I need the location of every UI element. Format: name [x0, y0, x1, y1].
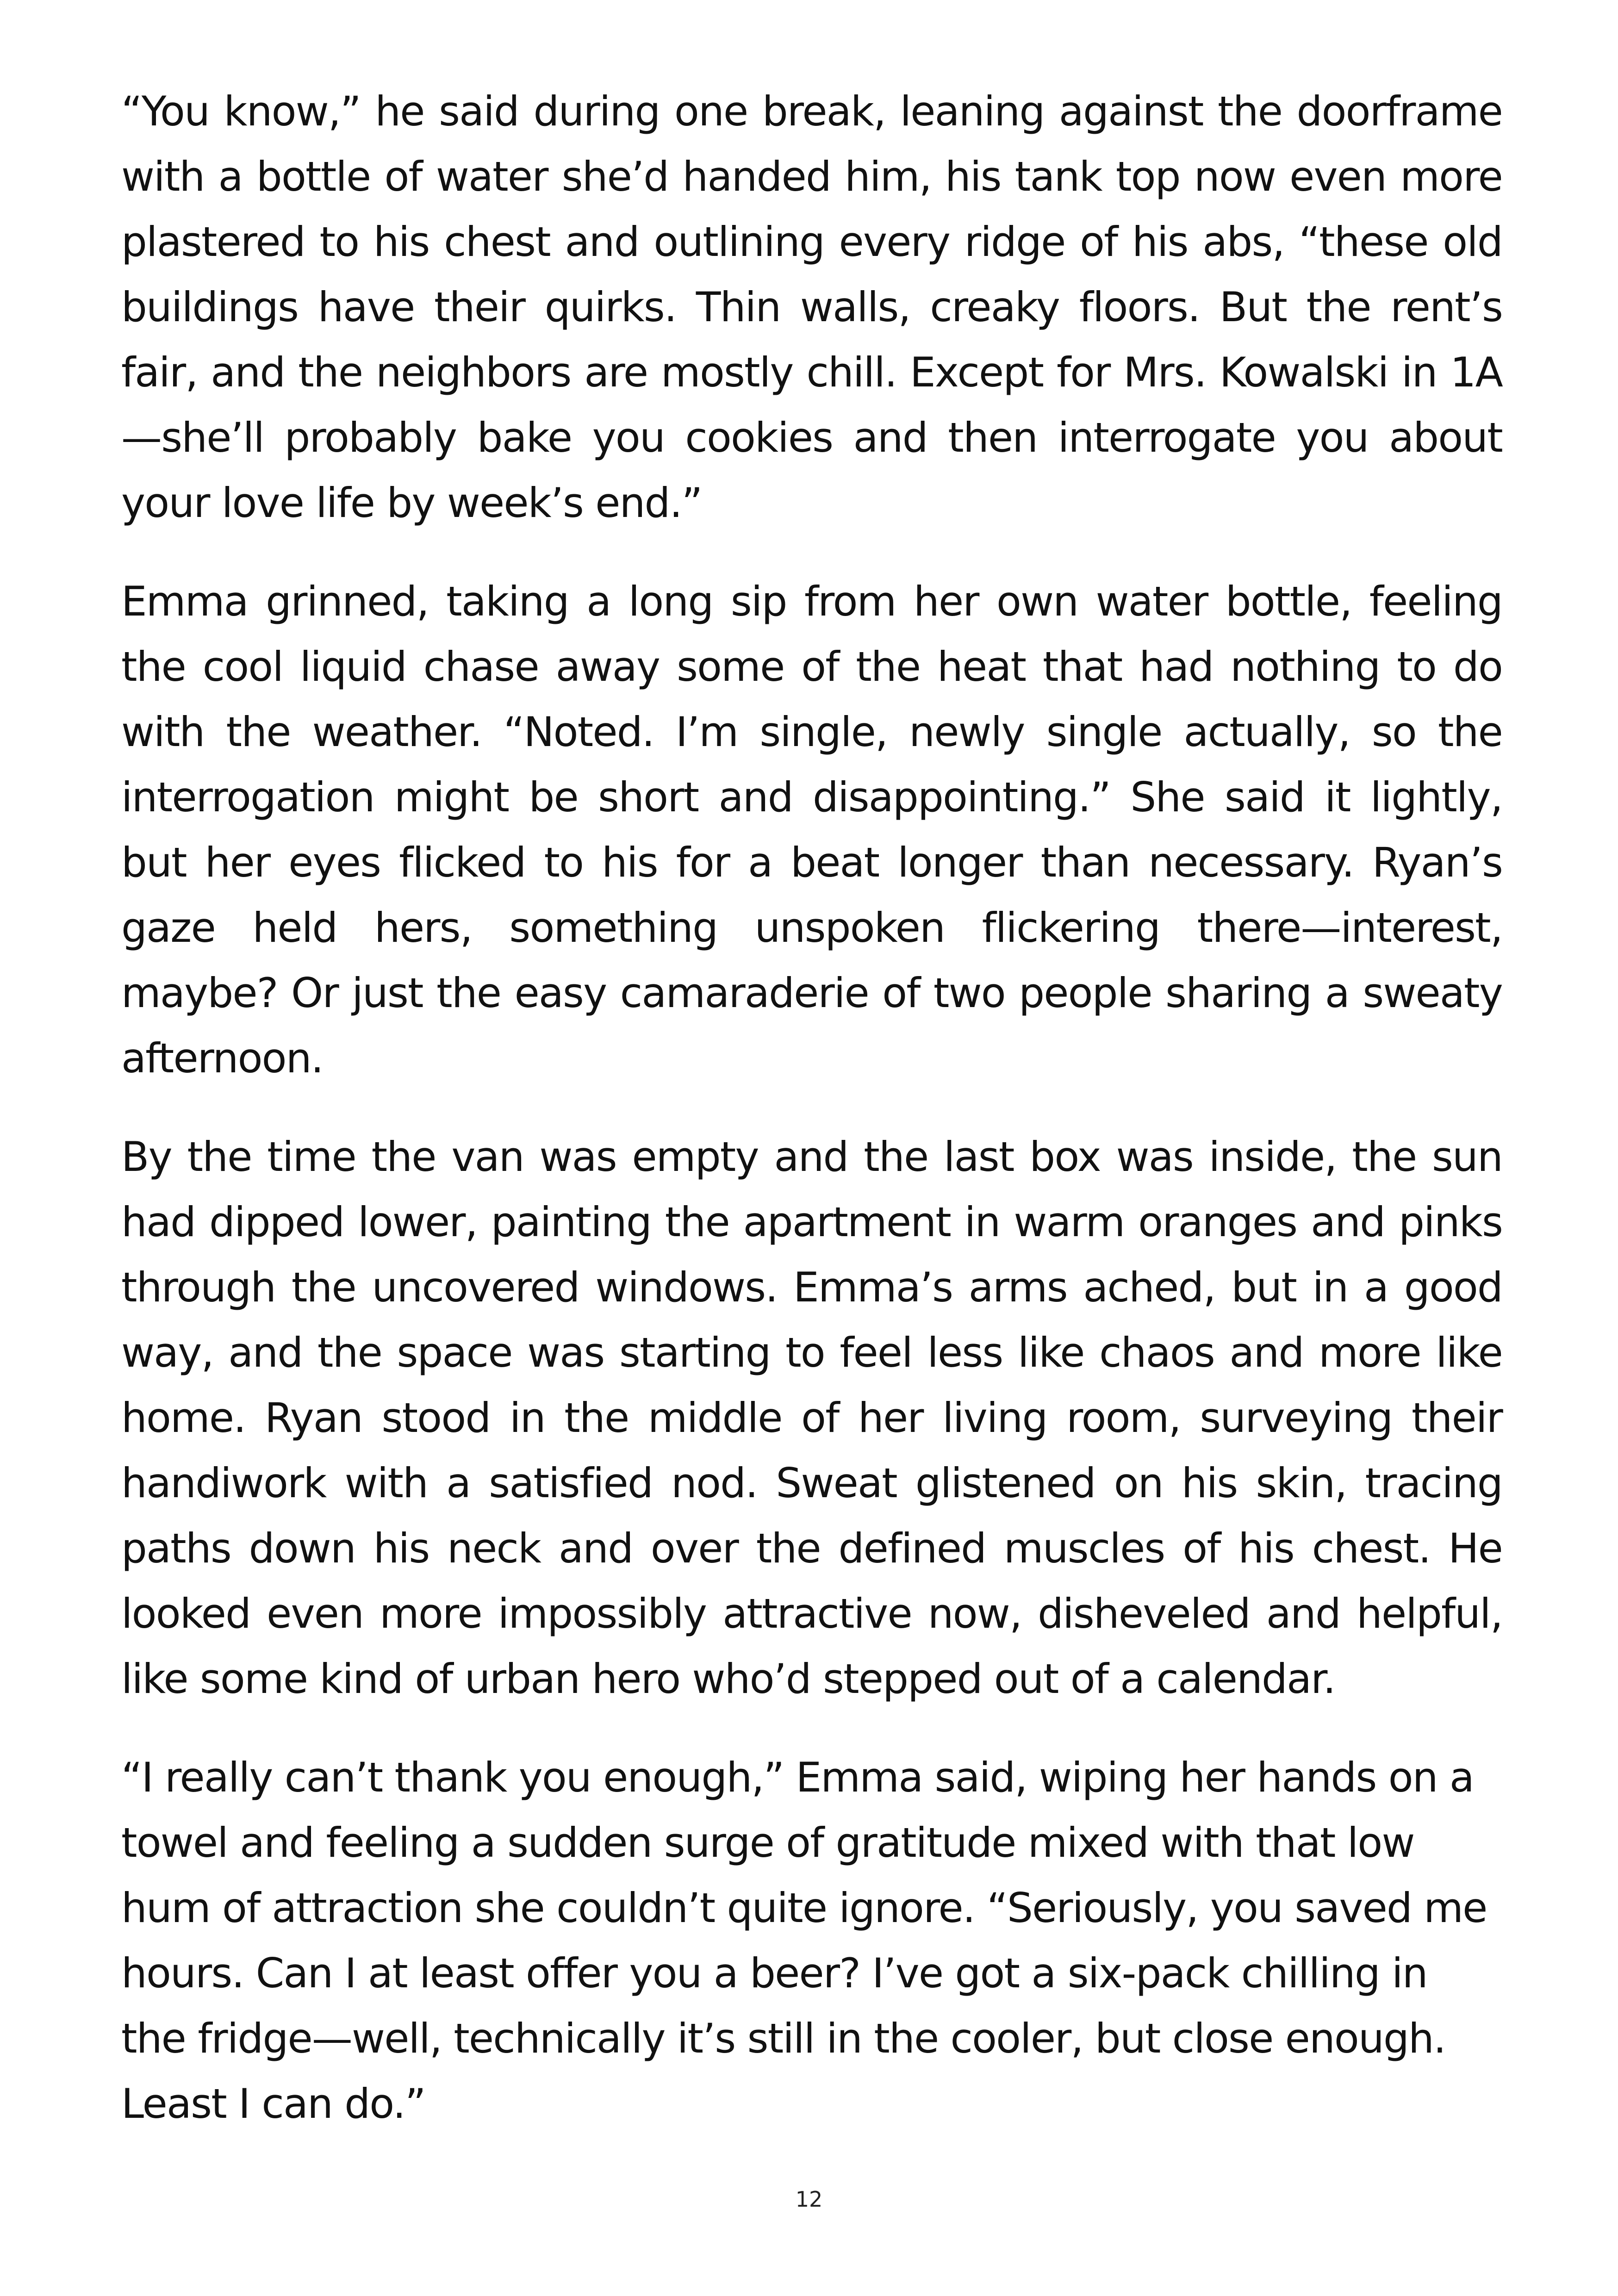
paragraph-3: By the time the van was empty and the last box was inside, the sun had dipped lower, painting the apartment in warm oranges and pinks through the uncovered windows. Emma’s arms ached, but in a good way, and the space was starting to feel less like chaos and more like home. Ryan stood in the middle of her living room, surveying their handiwork with a satisfied nod. Sweat glistened on his skin, tracing paths down his neck and over the defined muscles of his chest. He looked even more impossibly attractive now, disheveled and helpful, like some kind of urban hero who’d stepped out of a calendar.	[121, 1133, 1502, 1703]
page-number: 12	[795, 2187, 823, 2212]
paragraph-4: “I really can’t thank you enough,” Emma said, wiping her hands on a towel and feeling a sudden surge of gratitude mixed with that low hum of attraction she couldn’t quite ignore. “Seriously, you saved me hours. Can I at least offer you a beer? I’ve got a six-pack chilling in the fridge—well, technically it’s still in the cooler, but close enough. Least I can do.”	[121, 1754, 1487, 2128]
paragraph-2: Emma grinned, taking a long sip from her own water bottle, feeling the cool liquid chase away some of the heat that had nothing to do with the weather. “Noted. I’m single, newly single actually, so the interrogation might be short and disappointing.” She said it lightly, but her eyes flicked to his for a beat longer than necessary. Ryan’s gaze held hers, something unspoken flickering there—interest, maybe? Or just the easy camaraderie of two people sharing a sweaty afternoon.	[121, 578, 1502, 1082]
paragraph-1: “You know,” he said during one break, leaning against the doorframe with a bottle of water she’d handed him, his tank top now even more plastered to his chest and outlining every ridge of his abs, “these old buildings have their quirks. Thin walls, creaky floors. But the rent’s fair, and the neighbors are mostly chill. Except for Mrs. Kowalski in 1A—she’ll probably bake you cookies and then interrogate you about your love life by week’s end.”	[121, 87, 1502, 527]
page-body	[121, 79, 1502, 2170]
